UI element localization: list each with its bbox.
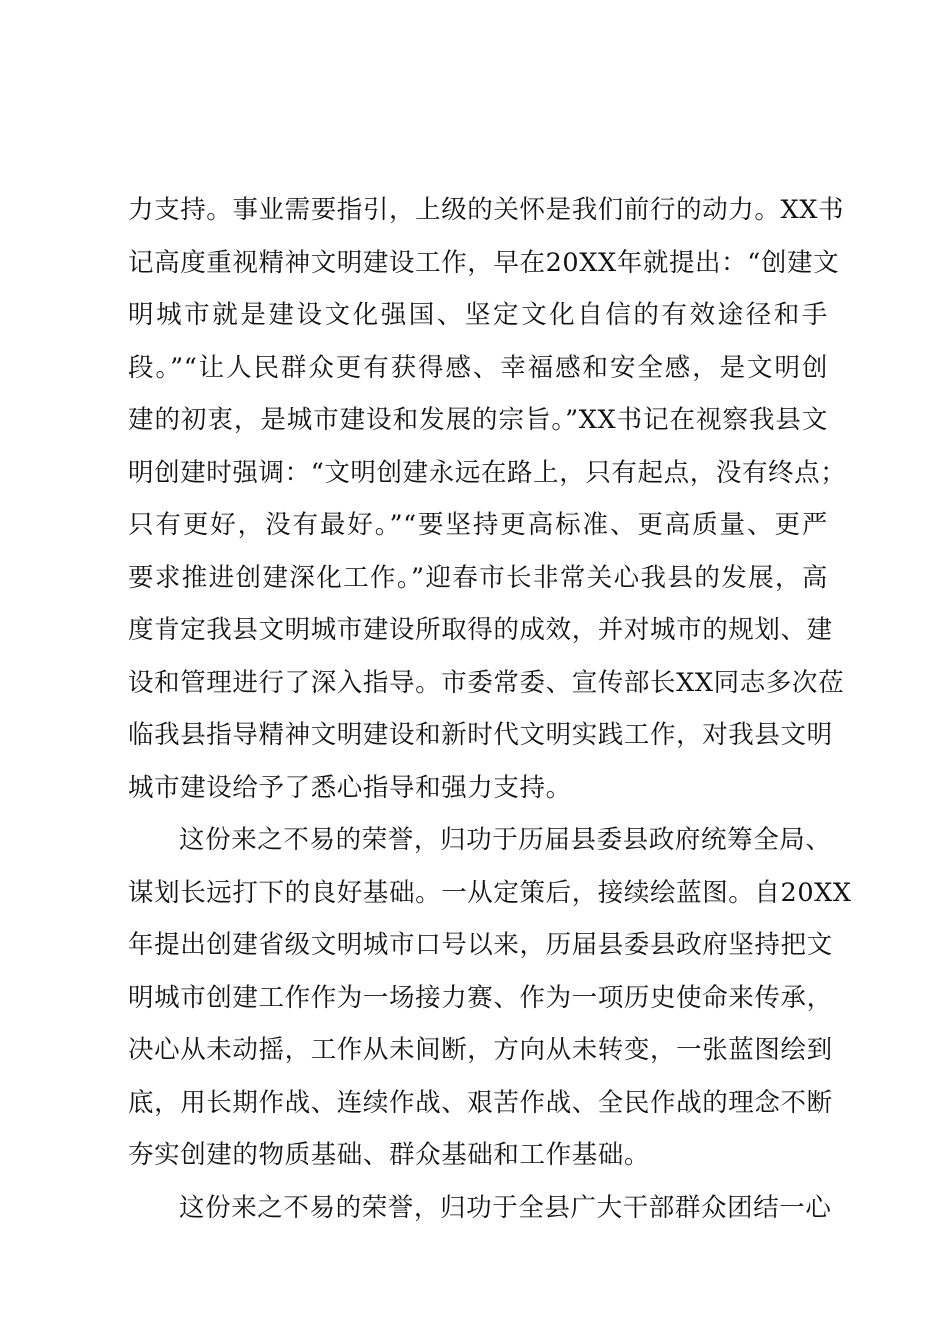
- text-line: 记高度重视精神文明建设工作，早在20XX年就提出：“创建文: [128, 247, 840, 278]
- text-line: 建的初衷，是城市建设和发展的宗旨。”XX书记在视察我县文: [128, 405, 828, 435]
- text-line: 底，用长期作战、连续作战、艰苦作战、全民作战的理念不断: [128, 1087, 833, 1118]
- text-line: 力支持。事业需要指引，上级的关怀是我们前行的动力。XX书: [128, 195, 845, 225]
- text-line: 明城市就是建设文化强国、坚定文化自信的有效途径和手: [128, 300, 828, 330]
- text-line: 要求推进创建深化工作。”迎春市长非常关心我县的发展，高: [128, 562, 828, 593]
- text-line: 只有更好，没有最好。”“要坚持更高标准、更高质量、更严: [128, 510, 828, 540]
- text-line: 设和管理进行了深入指导。市委常委、宣传部长XX同志多次莅: [128, 667, 845, 698]
- text-line: 这份来之不易的荣誉，归功于历届县委县政府统筹全局、: [179, 825, 832, 855]
- text-line: 谋划长远打下的良好基础。一从定策后，接续绘蓝图。自20XX: [128, 877, 852, 908]
- text-line: 决心从未动摇，工作从未间断，方向从未转变，一张蓝图绘到: [128, 1035, 833, 1065]
- text-line: 段。”“让人民群众更有获得感、幸福感和安全感，是文明创: [128, 352, 828, 383]
- text-line: 明城市创建工作作为一场接力赛、作为一项历史使命来传承，: [128, 982, 833, 1013]
- document-body: [128, 184, 852, 1234]
- text-line: 临我县指导精神文明建设和新时代文明实践工作，对我县文明: [128, 720, 833, 750]
- text-line: 这份来之不易的荣誉，归功于全县广大干部群众团结一心: [179, 1192, 832, 1223]
- text-line: 年提出创建省级文明城市口号以来，历届县委县政府坚持把文: [128, 930, 833, 960]
- text-line: 度肯定我县文明城市建设所取得的成效，并对城市的规划、建: [128, 615, 833, 645]
- text-line: 夯实创建的物质基础、群众基础和工作基础。: [128, 1140, 651, 1170]
- text-line: 明创建时强调：“文明创建永远在路上，只有起点，没有终点；: [128, 457, 847, 488]
- text-line: 城市建设给予了悉心指导和强力支持。: [128, 772, 572, 803]
